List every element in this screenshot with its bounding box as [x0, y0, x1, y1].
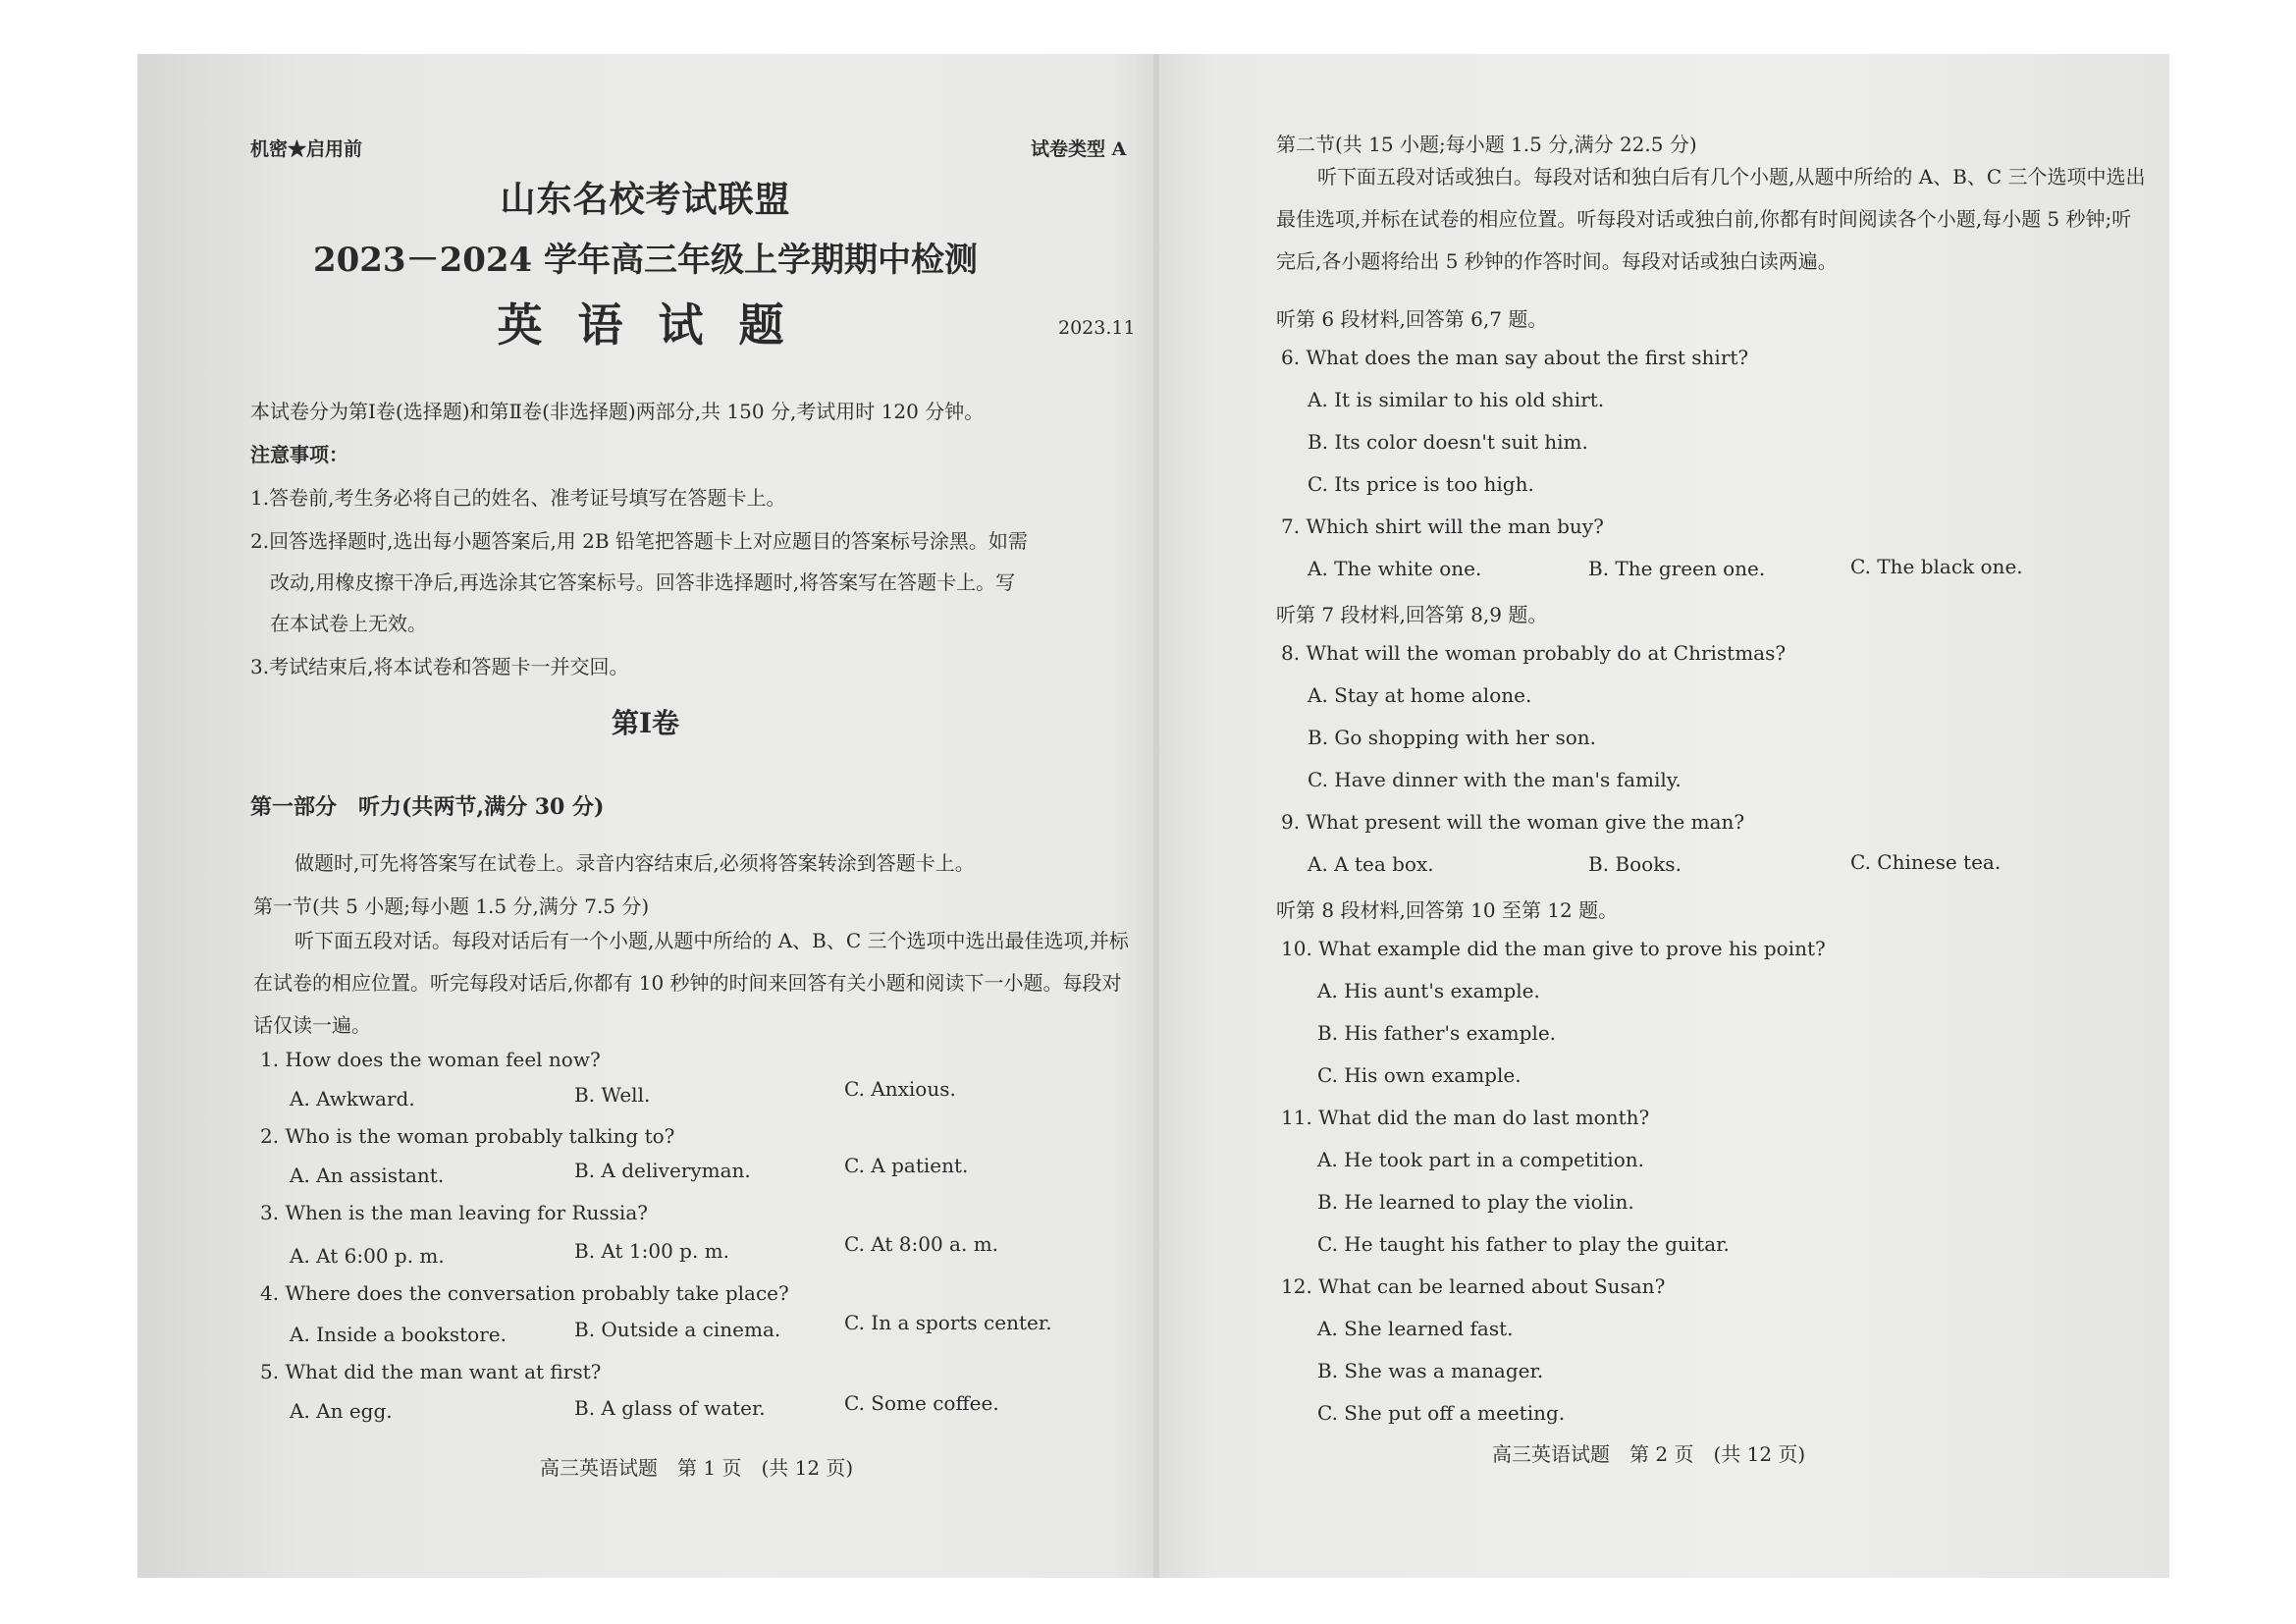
exam-title: 2023－2024 学年高三年级上学期期中检测 [312, 241, 979, 280]
q10-option-c: C. His own example. [1317, 1063, 1522, 1087]
subject-title: 英 语 试 题 [497, 298, 794, 352]
note-2a: 2.回答选择题时,选出每小题答案后,用 2B 铅笔把答题卡上对应题目的答案标号涂黑。如需 [250, 529, 1028, 553]
q5-option-a: A. An egg. [290, 1399, 393, 1423]
q11-option-b: B. He learned to play the violin. [1317, 1190, 1634, 1214]
exam-date: 2023.11 [1058, 317, 1136, 339]
notes-title: 注意事项： [250, 443, 348, 466]
question-2: 2. Who is the woman probably talking to? [260, 1124, 675, 1148]
question-6: 6. What does the man say about the first shirt? [1281, 346, 1749, 369]
note-1: 1.答卷前,考生务必将自己的姓名、准考证号填写在答题卡上。 [250, 486, 786, 510]
q6-option-c: C. Its price is too high. [1308, 472, 1534, 496]
page-2-footer: 高三英语试题 第 2 页 (共 12 页) [1492, 1442, 1806, 1466]
question-1: 1. How does the woman feel now? [260, 1048, 601, 1071]
note-2c: 在本试卷上无效。 [270, 612, 427, 635]
q5-option-b: B. A glass of water. [574, 1396, 766, 1420]
intro-text: 本试卷分为第Ⅰ卷(选择题)和第Ⅱ卷(非选择题)两部分,共 150 分,考试用时 120 分钟。 [250, 400, 985, 423]
q5-option-c: C. Some coffee. [844, 1391, 999, 1415]
exam-sheet [137, 54, 2169, 1578]
question-7: 7. Which shirt will the man buy? [1281, 514, 1604, 538]
material-7-label: 听第 7 段材料,回答第 8,9 题。 [1276, 603, 1548, 626]
q1-option-b: B. Well. [574, 1083, 651, 1107]
q3-option-b: B. At 1:00 p. m. [574, 1239, 730, 1263]
q7-option-b: B. The green one. [1588, 557, 1766, 580]
q8-option-c: C. Have dinner with the man's family. [1308, 768, 1682, 791]
material-8-label: 听第 8 段材料,回答第 10 至第 12 题。 [1276, 898, 1619, 922]
q3-option-c: C. At 8:00 a. m. [844, 1232, 999, 1256]
question-5: 5. What did the man want at first? [260, 1360, 602, 1383]
question-11: 11. What did the man do last month? [1281, 1106, 1650, 1129]
q12-option-b: B. She was a manager. [1317, 1359, 1544, 1382]
q7-option-c: C. The black one. [1850, 555, 2023, 578]
q7-option-a: A. The white one. [1308, 557, 1482, 580]
question-8: 8. What will the woman probably do at Christmas? [1281, 641, 1787, 665]
q9-option-c: C. Chinese tea. [1850, 850, 2002, 874]
question-10: 10. What example did the man give to prove his point? [1281, 937, 1826, 960]
question-4: 4. Where does the conversation probably take place? [260, 1281, 789, 1305]
confidential-label: 机密★启用前 [250, 138, 363, 160]
q4-option-c: C. In a sports center. [844, 1311, 1052, 1334]
section-2-instructions: 听下面五段对话或独白。每段对话和独白后有几个小题,从题中所给的 A、B、C 三个选项中选出最佳选项,并标在试卷的相应位置。听每段对话或独白前,你都有时间阅读各个小题,每小题 5 秒钟;听完后,各小题将给出 5 秒钟的作答时间。每段对话或独白读两遍。 [1276, 165, 2146, 273]
q10-option-a: A. His aunt's example. [1317, 979, 1540, 1002]
q4-option-a: A. Inside a bookstore. [290, 1323, 507, 1346]
q8-option-a: A. Stay at home alone. [1308, 683, 1532, 707]
q12-option-a: A. She learned fast. [1317, 1317, 1514, 1340]
q9-option-a: A. A tea box. [1308, 852, 1434, 876]
q6-option-a: A. It is similar to his old shirt. [1308, 388, 1605, 411]
q2-option-a: A. An assistant. [290, 1164, 445, 1187]
part-1-heading: 第一部分 听力(共两节,满分 30 分) [250, 794, 605, 820]
note-2b: 改动,用橡皮擦干净后,再选涂其它答案标号。回答非选择题时,将答案写在答题卡上。写 [270, 570, 1016, 594]
section-2-heading: 第二节(共 15 小题;每小题 1.5 分,满分 22.5 分) [1276, 133, 1697, 156]
section-1-instructions: 听下面五段对话。每段对话后有一个小题,从题中所给的 A、B、C 三个选项中选出最佳选项,并标在试卷的相应位置。听完每段对话后,你都有 10 秒钟的时间来回答有关小题和阅读下一小题。每段对话仅读一遍。 [253, 929, 1129, 1037]
q1-option-c: C. Anxious. [844, 1077, 956, 1101]
q1-option-a: A. Awkward. [290, 1087, 415, 1110]
question-3: 3. When is the man leaving for Russia? [260, 1201, 648, 1224]
section-1-heading: 第一节(共 5 小题;每小题 1.5 分,满分 7.5 分) [253, 894, 650, 918]
note-3: 3.考试结束后,将本试卷和答题卡一并交回。 [250, 655, 629, 678]
q9-option-b: B. Books. [1588, 852, 1682, 876]
page-1 [137, 54, 1153, 1578]
q2-option-b: B. A deliveryman. [574, 1159, 751, 1182]
exam-org: 山东名校考试联盟 [500, 179, 791, 220]
q4-option-b: B. Outside a cinema. [574, 1318, 781, 1341]
q6-option-b: B. Its color doesn't suit him. [1308, 430, 1588, 454]
page-1-footer: 高三英语试题 第 1 页 (共 12 页) [540, 1456, 854, 1480]
material-6-label: 听第 6 段材料,回答第 6,7 题。 [1276, 307, 1548, 331]
q11-option-c: C. He taught his father to play the guitar. [1317, 1232, 1730, 1256]
question-9: 9. What present will the woman give the man? [1281, 810, 1745, 834]
q12-option-c: C. She put off a meeting. [1317, 1401, 1566, 1425]
part-1-instructions: 做题时,可先将答案写在试卷上。录音内容结束后,必须将答案转涂到答题卡上。 [294, 851, 975, 875]
q8-option-b: B. Go shopping with her son. [1308, 726, 1596, 749]
q2-option-c: C. A patient. [844, 1154, 969, 1177]
page-2 [1158, 54, 2169, 1578]
q10-option-b: B. His father's example. [1317, 1021, 1557, 1045]
q3-option-a: A. At 6:00 p. m. [290, 1244, 445, 1268]
volume-heading: 第Ⅰ卷 [611, 707, 680, 739]
q11-option-a: A. He took part in a competition. [1317, 1148, 1644, 1171]
paper-type-label: 试卷类型 A [1031, 138, 1127, 160]
question-12: 12. What can be learned about Susan? [1281, 1274, 1666, 1298]
